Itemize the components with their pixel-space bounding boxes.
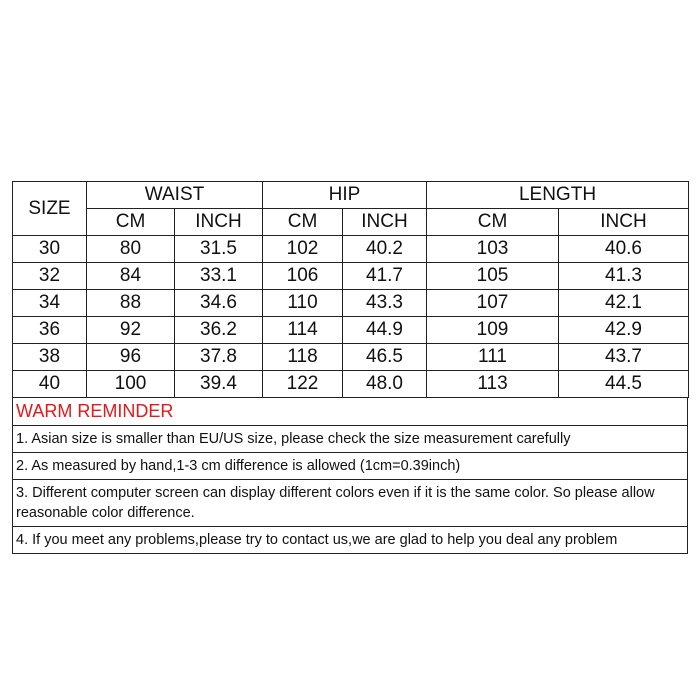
table-cell: 44.5: [559, 371, 689, 398]
table-cell: 96: [87, 344, 175, 371]
size-cell: 34: [13, 290, 87, 317]
table-cell: 39.4: [175, 371, 263, 398]
table-cell: 31.5: [175, 236, 263, 263]
table-cell: 102: [263, 236, 343, 263]
table-cell: 46.5: [343, 344, 427, 371]
table-cell: 40.6: [559, 236, 689, 263]
table-cell: 40.2: [343, 236, 427, 263]
table-cell: 84: [87, 263, 175, 290]
table-cell: 92: [87, 317, 175, 344]
table-cell: 41.7: [343, 263, 427, 290]
table-row: [13, 236, 689, 263]
table-cell: 122: [263, 371, 343, 398]
table-cell: 107: [427, 290, 559, 317]
table-cell: 36.2: [175, 317, 263, 344]
table-row: [13, 263, 689, 290]
size-cell: 32: [13, 263, 87, 290]
table-cell: 88: [87, 290, 175, 317]
table-cell: 111: [427, 344, 559, 371]
table-cell: 42.9: [559, 317, 689, 344]
warm-reminder-section: [12, 398, 688, 554]
table-cell: 41.3: [559, 263, 689, 290]
size-chart: [12, 181, 688, 554]
size-cell: 40: [13, 371, 87, 398]
table-cell: 33.1: [175, 263, 263, 290]
size-table: [12, 181, 689, 398]
table-cell: 80: [87, 236, 175, 263]
table-cell: 113: [427, 371, 559, 398]
table-cell: 37.8: [175, 344, 263, 371]
table-row: [13, 317, 689, 344]
table-cell: 34.6: [175, 290, 263, 317]
table-cell: 114: [263, 317, 343, 344]
reminder-note: 2. As measured by hand,1-3 cm difference is allowed (1cm=0.39inch): [13, 453, 687, 480]
reminder-note: 4. If you meet any problems,please try to contact us,we are glad to help you deal any problem: [13, 527, 687, 554]
table-cell: 48.0: [343, 371, 427, 398]
size-cell: 38: [13, 344, 87, 371]
length-header: LENGTH: [427, 182, 689, 209]
unit-header: CM: [263, 209, 343, 236]
unit-header: CM: [427, 209, 559, 236]
reminder-note: 1. Asian size is smaller than EU/US size, please check the size measurement carefully: [13, 426, 687, 453]
size-cell: 30: [13, 236, 87, 263]
header-row-groups: [13, 182, 689, 209]
table-cell: 42.1: [559, 290, 689, 317]
hip-header: HIP: [263, 182, 427, 209]
size-cell: 36: [13, 317, 87, 344]
header-row-units: [13, 209, 689, 236]
unit-header: INCH: [559, 209, 689, 236]
table-cell: 105: [427, 263, 559, 290]
table-cell: 100: [87, 371, 175, 398]
unit-header: INCH: [175, 209, 263, 236]
table-row: [13, 371, 689, 398]
warm-reminder-title: WARM REMINDER: [13, 398, 687, 426]
table-cell: 43.7: [559, 344, 689, 371]
reminder-note: 3. Different computer screen can display different colors even if it is the same color. So please allow reasonable color difference.: [13, 480, 687, 527]
table-cell: 106: [263, 263, 343, 290]
table-cell: 43.3: [343, 290, 427, 317]
table-cell: 118: [263, 344, 343, 371]
unit-header: CM: [87, 209, 175, 236]
table-cell: 103: [427, 236, 559, 263]
table-cell: 110: [263, 290, 343, 317]
waist-header: WAIST: [87, 182, 263, 209]
table-row: [13, 290, 689, 317]
table-cell: 44.9: [343, 317, 427, 344]
unit-header: INCH: [343, 209, 427, 236]
table-cell: 109: [427, 317, 559, 344]
table-row: [13, 344, 689, 371]
size-header: SIZE: [13, 182, 87, 236]
